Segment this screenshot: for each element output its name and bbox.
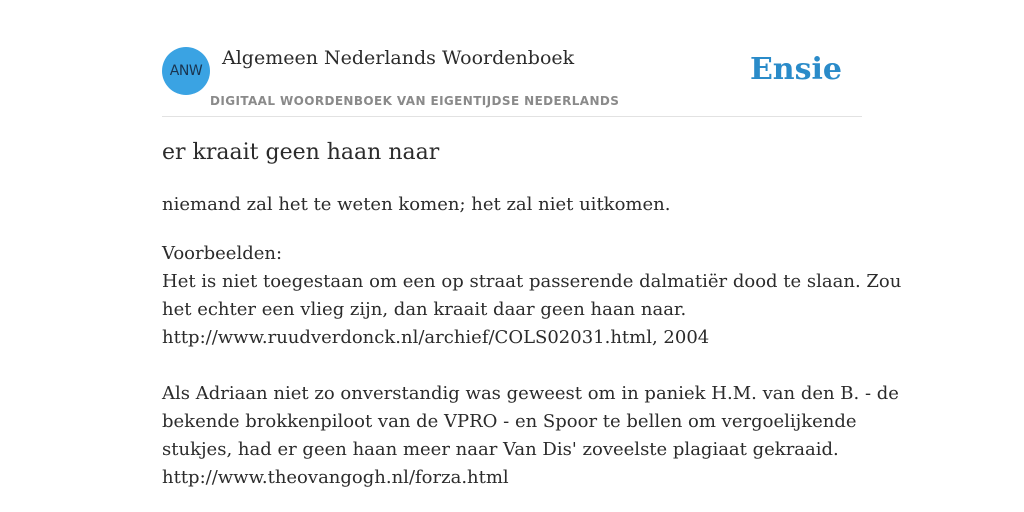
example-text-line: Het is niet toegestaan om een op straat passerende dalmatiër dood te slaan. Zou — [162, 271, 902, 292]
example-text-line: het echter een vlieg zijn, dan kraait daar geen haan naar. — [162, 299, 687, 320]
examples-label: Voorbeelden: — [162, 243, 283, 264]
example-text-line: Als Adriaan niet zo onverstandig was geweest om in paniek H.M. van den B. - de — [162, 383, 899, 404]
example-source: http://www.ruudverdonck.nl/archief/COLS02031.html, 2004 — [162, 327, 710, 348]
example-source: http://www.theovangogh.nl/forza.html — [162, 467, 509, 488]
examples-section — [162, 240, 902, 492]
example-text-line: stukjes, had er geen haan meer naar Van Dis' zoveelste plagiaat gekraaid. — [162, 439, 839, 460]
example-item — [162, 268, 902, 352]
entry-term: er kraait geen haan naar — [162, 140, 440, 165]
example-item — [162, 380, 899, 492]
header — [162, 0, 862, 117]
example-text-line: bekende brokkenpiloot van de VPRO - en Spoor te bellen om vergoelijkende — [162, 411, 857, 432]
ensie-logo[interactable]: Ensie — [749, 52, 842, 87]
source-subtitle: DIGITAAL WOORDENBOEK VAN EIGENTIJDSE NEDERLANDS — [210, 94, 620, 108]
example-spacer — [162, 352, 862, 380]
anw-logo[interactable] — [162, 47, 210, 95]
source-title[interactable]: Algemeen Nederlands Woordenboek — [222, 47, 575, 69]
page — [162, 0, 902, 488]
anw-logo-text: ANW — [169, 63, 203, 79]
entry-definition: niemand zal het te weten komen; het zal niet uitkomen. — [162, 194, 671, 215]
